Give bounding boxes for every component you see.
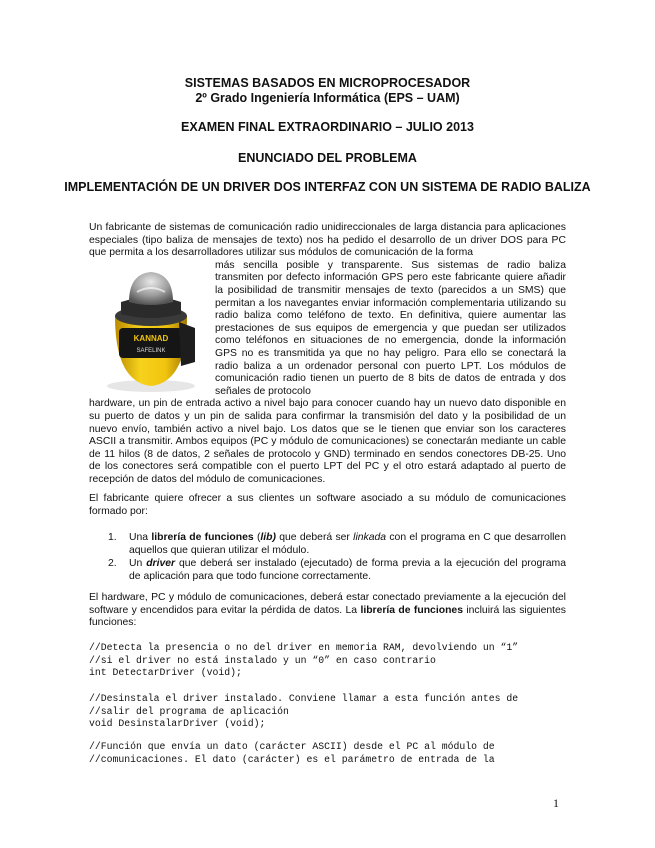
exam-title: EXAMEN FINAL EXTRAORDINARIO – JULIO 2013 bbox=[181, 120, 474, 134]
course-subtitle: 2º Grado Ingeniería Informática (EPS – UAM) bbox=[195, 91, 460, 105]
radio-beacon-image bbox=[91, 262, 211, 394]
deliverables-list bbox=[108, 532, 566, 584]
code-block-enviar: //Función que envía un dato (carácter ASCII) desde el PC al módulo de //comunicaciones. El dato (carácter) es el parámetro de entrada de la bbox=[89, 741, 495, 765]
device-brand-label: KANNAD bbox=[133, 334, 169, 343]
intro-wrapped-text: más sencilla posible y transparente. Sus sistemas de radio baliza transmiten por defecto información GPS pero este fabricante quiere añadir la posibilidad de transmitir mensajes de texto (parecidos a un SMS) que permitan a los navegantes enviar información complementaria utilizando su radio baliza como teléfono de texto. En definitiva, quiere aumentar las prestaciones de sus equipos de emergencia y que puedan ser utilizados como teléfonos en situaciones de no emergencia, donde la información GPS no es transmitida ya que no hay peligro. Para ello se conectará la radio baliza a un ordenador personal con puerto LPT. Los módulos de comunicación radio tienen un puerto de 8 bits de datos de entrada y dos señales de protocolo bbox=[215, 259, 566, 397]
list-item: 1. Una librería de funciones (lib) que deberá ser linkada con el programa en C que desarrollen aquellos que quieran utilizar el módulo. bbox=[108, 532, 566, 556]
offer-paragraph: El fabricante quiere ofrecer a sus clientes un software asociado a su módulo de comunicaciones formado por: bbox=[89, 493, 566, 517]
code-block-detectar: //Detecta la presencia o no del driver en memoria RAM, devolviendo un “1” //si el driver no está instalado y un “0” en caso contrario int DetectarDriver (void); bbox=[89, 642, 519, 679]
hardware-paragraph: El hardware, PC y módulo de comunicaciones, deberá estar conectado previamente a la ejecución del software y encendidos para evitar la pérdida de datos. La librería de funciones incluirá las siguientes funciones: bbox=[89, 592, 567, 629]
intro-rest: hardware, un pin de entrada activo a nivel bajo para conocer cuando hay un nuevo dato disponible en su puerto de datos y un pin de salida para confirmar la transmisión del dato y la posibilidad de un nuevo envío, también activo a nivel bajo. Los datos que se le tienen que enviar son los caracteres ASCII a transmitir. Ambos equipos (PC y módulo de comunicaciones) se conectarán mediante un cable de 11 hilos (8 de datos, 2 señales de protocolo y GND) terminado en sendos conectores DB-25. Uno de los conectores será compatible con el puerto LPT del PC y el otro estará adaptado al puerto de recepción de datos del módulo de comunicaciones. bbox=[89, 398, 566, 485]
section-title: ENUNCIADO DEL PROBLEMA bbox=[238, 151, 417, 165]
page-number: 1 bbox=[553, 796, 559, 810]
list-item: 2. Un driver que deberá ser instalado (ejecutado) de forma previa a la ejecución del programa de aplicación para que todo funcione correctamente. bbox=[108, 558, 566, 582]
code-block-desinstalar: //Desinstala el driver instalado. Conviene llamar a esta función antes de //salir del programa de aplicación void DesinstalarDriver (void); bbox=[89, 693, 519, 730]
problem-title: IMPLEMENTACIÓN DE UN DRIVER DOS INTERFAZ CON UN SISTEMA DE RADIO BALIZA bbox=[64, 180, 591, 194]
course-title: SISTEMAS BASADOS EN MICROPROCESADOR bbox=[184, 76, 471, 90]
device-model-label: SAFELINK bbox=[136, 348, 166, 354]
intro-first-line: Un fabricante de sistemas de comunicación radio unidireccionales de larga distancia para aplicaciones especiales (tipo baliza de mensajes de texto) nos ha pedido el desarrollo de un driver DOS para PC que permita a los desarrolladores utilizar sus módulos de comunicación de la forma bbox=[89, 222, 566, 259]
